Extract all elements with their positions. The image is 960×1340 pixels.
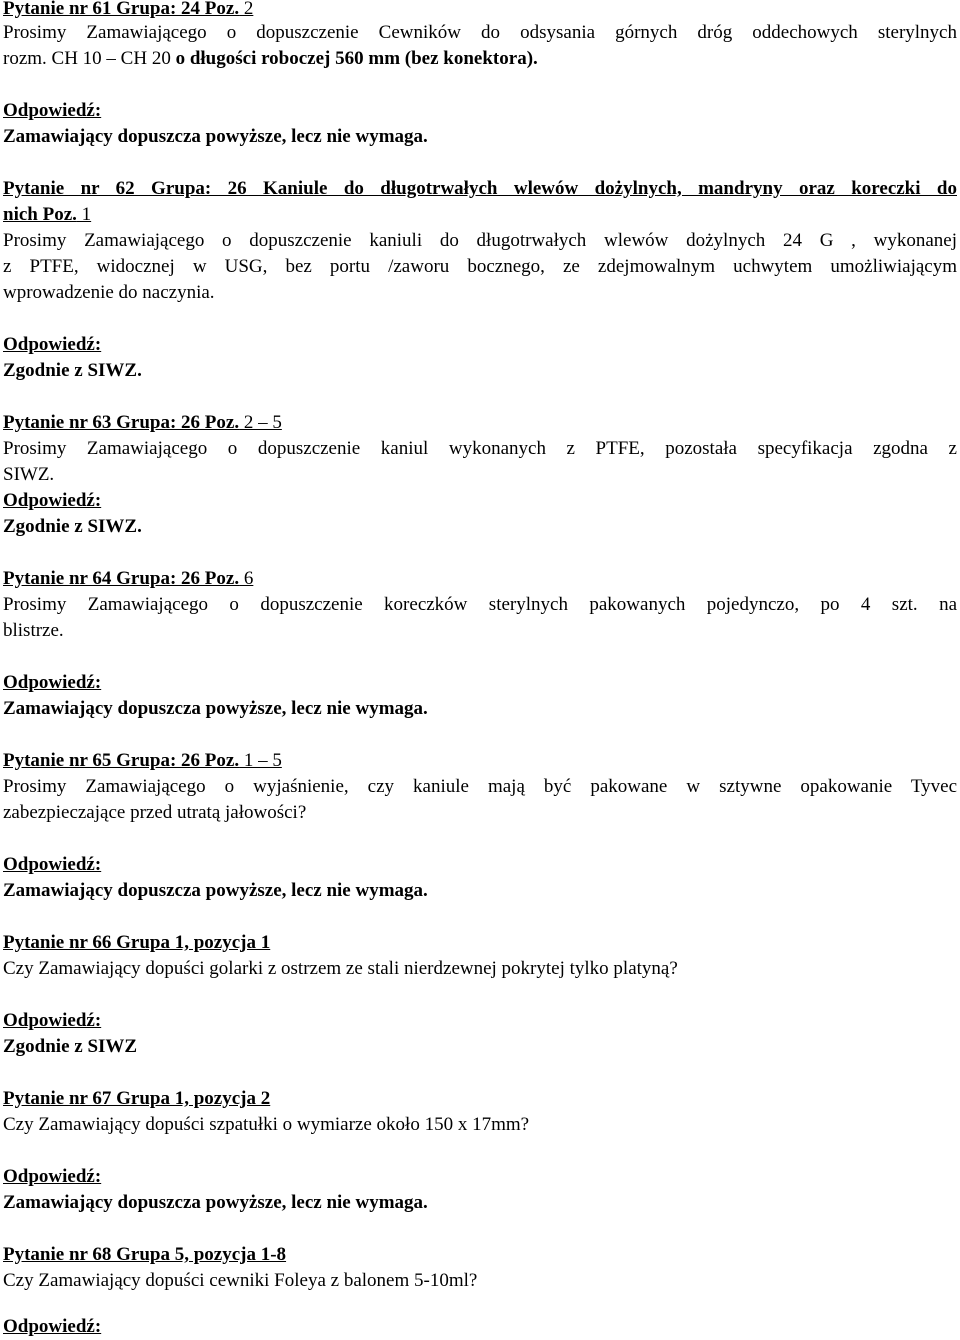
answer-label: Odpowiedź: — [3, 334, 102, 355]
answer-label: Odpowiedź: — [3, 100, 102, 121]
question-text: Prosimy Zamawiającego o dopuszczenie koreczków sterylnych pakowanych pojedynczo, po 4 szt. na — [3, 594, 957, 615]
answer-label: Odpowiedź: — [3, 1010, 102, 1031]
question-heading: Pytanie nr 63 Grupa: 26 Poz. 2 – 5 — [3, 412, 282, 433]
answer-label: Odpowiedź: — [3, 854, 102, 875]
answer-label: Odpowiedź: — [3, 672, 102, 693]
answer-label: Odpowiedź: — [3, 1316, 102, 1337]
answer-text: Zgodnie z SIWZ. — [3, 360, 142, 381]
question-text: Prosimy Zamawiającego o dopuszczenie Cewników do odsysania górnych dróg oddechowych sterylnych — [3, 22, 957, 43]
answer-label: Odpowiedź: — [3, 1166, 102, 1187]
question-text: Czy Zamawiający dopuści cewniki Foleya z balonem 5-10ml? — [3, 1270, 478, 1291]
answer-text: Zamawiający dopuszcza powyższe, lecz nie wymaga. — [3, 880, 428, 901]
question-heading: Pytanie nr 61 Grupa: 24 Poz. 2 — [3, 0, 254, 19]
question-text: Prosimy Zamawiającego o dopuszczenie kaniuli do długotrwałych wlewów dożylnych 24 G , wykonanej — [3, 230, 957, 251]
question-text: SIWZ. — [3, 464, 55, 485]
question-heading: Pytanie nr 64 Grupa: 26 Poz. 6 — [3, 568, 254, 589]
question-heading: Pytanie nr 68 Grupa 5, pozycja 1-8 — [3, 1244, 287, 1265]
answer-text: Zamawiający dopuszcza powyższe, lecz nie wymaga. — [3, 698, 428, 719]
answer-label: Odpowiedź: — [3, 490, 102, 511]
question-text: blistrze. — [3, 620, 64, 641]
question-heading: nich Poz. 1 — [3, 204, 92, 225]
answer-text: Zgodnie z SIWZ. — [3, 516, 142, 537]
question-text: z PTFE, widocznej w USG, bez portu /zaworu bocznego, ze zdejmowalnym uchwytem umożliwiającym — [3, 256, 957, 277]
question-heading: Pytanie nr 66 Grupa 1, pozycja 1 — [3, 932, 271, 953]
question-heading: Pytanie nr 65 Grupa: 26 Poz. 1 – 5 — [3, 750, 282, 771]
question-text: Czy Zamawiający dopuści golarki z ostrzem ze stali nierdzewnej pokrytej tylko platyną? — [3, 958, 678, 979]
answer-text: Zamawiający dopuszcza powyższe, lecz nie wymaga. — [3, 126, 428, 147]
question-text: wprowadzenie do naczynia. — [3, 282, 215, 303]
question-text: Czy Zamawiający dopuści szpatułki o wymiarze około 150 x 17mm? — [3, 1114, 530, 1135]
question-text: zabezpieczające przed utratą jałowości? — [3, 802, 307, 823]
question-text: rozm. CH 10 – CH 20 o długości roboczej 560 mm (bez konektora). — [3, 48, 538, 69]
question-heading: Pytanie nr 62 Grupa: 26 Kaniule do długotrwałych wlewów dożylnych, mandryny oraz koreczki do — [3, 178, 957, 199]
answer-text: Zgodnie z SIWZ — [3, 1036, 138, 1057]
question-text: Prosimy Zamawiającego o dopuszczenie kaniul wykonanych z PTFE, pozostała specyfikacja zgodna z — [3, 438, 957, 459]
question-heading: Pytanie nr 67 Grupa 1, pozycja 2 — [3, 1088, 271, 1109]
question-text: Prosimy Zamawiającego o wyjaśnienie, czy kaniule mają być pakowane w sztywne opakowanie Tyvec — [3, 776, 957, 797]
answer-text: Zamawiający dopuszcza powyższe, lecz nie wymaga. — [3, 1192, 428, 1213]
